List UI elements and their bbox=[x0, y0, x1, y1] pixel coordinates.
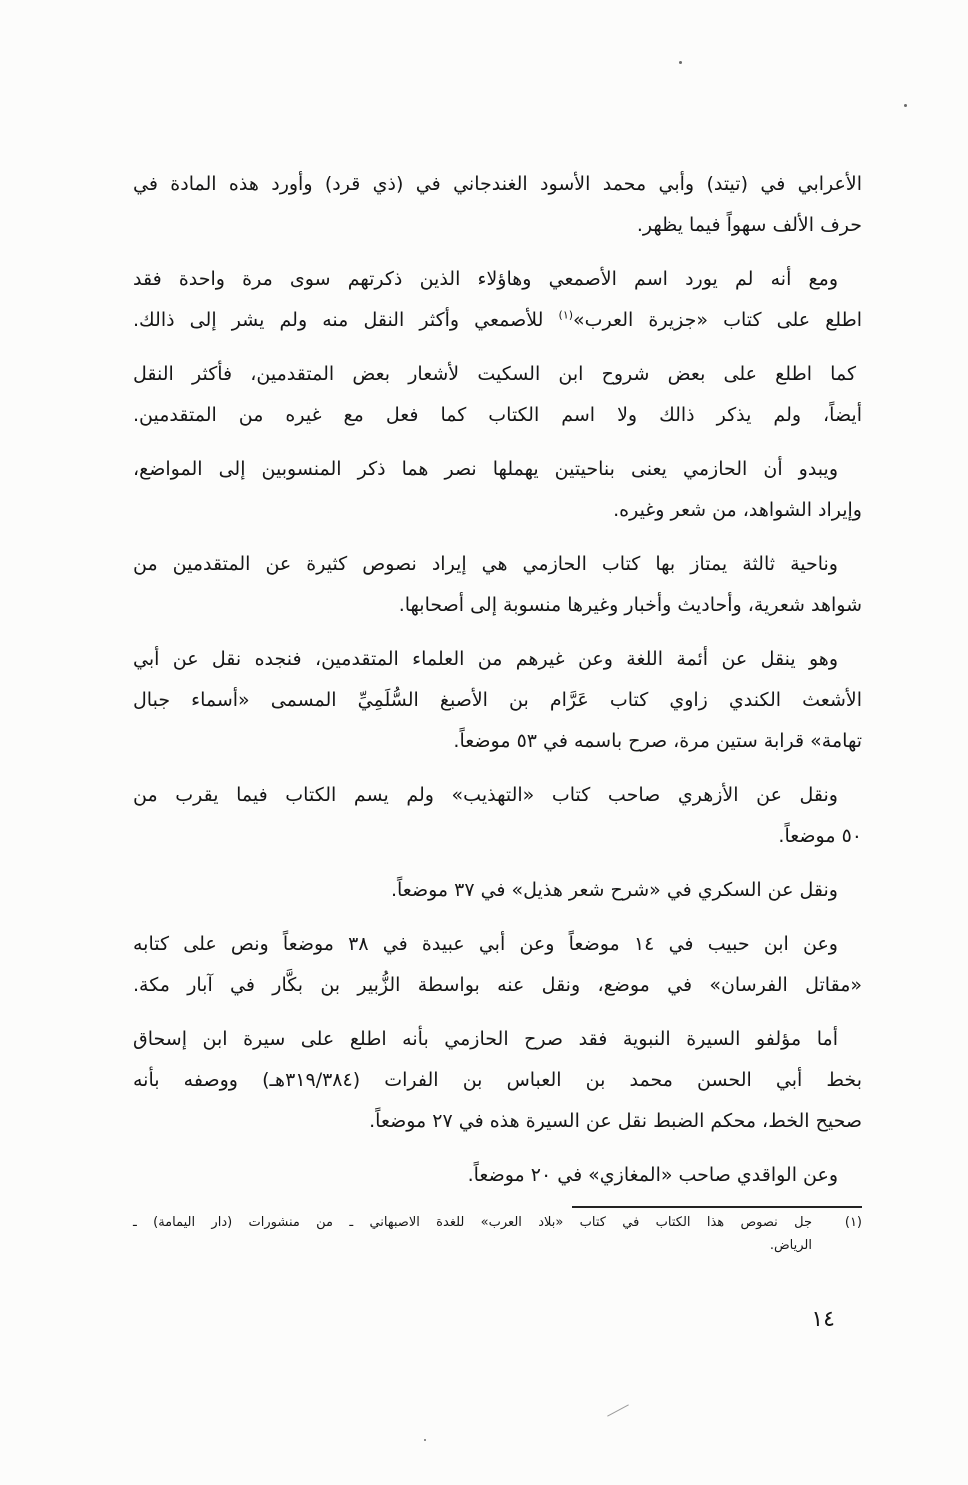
text-line: حرف الألف سهواً فيما يظهر. bbox=[636, 214, 862, 236]
text-line: ونقل عن السكري في «شرح شعر هذيل» في ٣٧ موضعاً. bbox=[390, 879, 838, 901]
paragraph bbox=[133, 544, 862, 626]
text-line: «مقاتل الفرسان» في موضع، ونقل عنه بواسطة الزُّبير بن بكَّار في آبار مكة. bbox=[133, 974, 862, 996]
paragraph bbox=[133, 639, 862, 762]
footnote-text bbox=[133, 1211, 812, 1257]
paragraph bbox=[133, 259, 862, 341]
text-line: وعن ابن حبيب في ١٤ موضعاً وعن أبي عبيدة في ٣٨ موضعاً ونص على كتابه bbox=[133, 933, 838, 955]
text-line: الأعرابي في (تيتد) وأبي محمد الأسود الغندجاني في (ذي قرد) وأورد هذه المادة في bbox=[133, 173, 862, 195]
text-line: ويبدو أن الحازمي يعنى بناحيتين يهملها نصر هما ذكر المنسوبين إلى المواضع، bbox=[133, 458, 838, 480]
text-segment: اطلع على كتاب «جزيرة العرب» bbox=[573, 309, 862, 331]
footnote-marker: (١) bbox=[844, 1215, 862, 1230]
text-line: كما اطلع على بعض شروح ابن السكيت لأشعار بعض المتقدمين، فأكثر النقل bbox=[133, 363, 856, 385]
text-line bbox=[133, 300, 862, 341]
footnote-line: جل نصوص هذا الكتاب في كتاب «بلاد العرب» للغدة الاصبهاني ـ من منشورات (دار اليمامة) ـ bbox=[133, 1215, 812, 1230]
paragraph bbox=[133, 924, 862, 1006]
paragraph bbox=[133, 1155, 862, 1196]
paragraph bbox=[133, 1019, 862, 1142]
text-line: أيضاً، ولم يذكر ذالك ولا اسم الكتاب كما فعل مع غيره من المتقدمين. bbox=[133, 404, 862, 426]
text-line: أما مؤلفو السيرة النبوية فقد صرح الحازمي بأنه اطلع على سيرة ابن إسحاق bbox=[133, 1028, 838, 1050]
text-line: شواهد شعرية، وأحاديث وأخبار وغيرها منسوبة إلى أصحابها. bbox=[398, 594, 862, 616]
scan-speck bbox=[679, 61, 682, 64]
text-line: ٥٠ موضعاً. bbox=[778, 825, 862, 847]
paragraph bbox=[133, 775, 862, 857]
paragraph bbox=[133, 870, 862, 911]
scan-speck bbox=[424, 1439, 426, 1441]
text-line: ونقل عن الأزهري صاحب كتاب «التهذيب» ولم يسم الكتاب فيما يقرب من bbox=[133, 784, 838, 806]
text-line: وهو ينقل عن أئمة اللغة وعن غيرهم من العلماء المتقدمين، فنجده نقل عن أبي bbox=[133, 648, 838, 670]
scan-speck bbox=[607, 1404, 629, 1416]
footnote-line: الرياض. bbox=[769, 1238, 812, 1253]
paragraph bbox=[133, 354, 862, 436]
footnote bbox=[133, 1211, 862, 1257]
text-line: وناحية ثالثة يمتاز بها كتاب الحازمي هي إيراد نصوص كثيرة عن المتقدمين من bbox=[133, 553, 838, 575]
text-line: ومع أنه لم يورد اسم الأصمعي وهاؤلاء الذين ذكرتهم سوى مرة واحدة فقد bbox=[133, 268, 838, 290]
paragraph bbox=[133, 449, 862, 531]
text-line: وإيراد الشواهد، من شعر وغيره. bbox=[613, 499, 862, 521]
footnote-separator bbox=[572, 1206, 862, 1208]
text-segment: للأصمعي وأكثر النقل منه ولم يشر إلى ذالك. bbox=[133, 309, 559, 331]
text-line: وعن الواقدي صاحب «المغازي» في ٢٠ موضعاً. bbox=[467, 1164, 838, 1186]
text-line: صحيح الخط، محكم الضبط نقل عن السيرة هذه في ٢٧ موضعاً. bbox=[369, 1110, 862, 1132]
text-line: بخط أبي الحسن محمد بن العباس بن الفرات (٣١٩/٣٨٤هـ) ووصفه بأنه bbox=[133, 1069, 862, 1091]
footnote-ref: (١) bbox=[558, 308, 574, 322]
page-number: ١٤ bbox=[811, 1307, 835, 1332]
text-line: تهامة» قرابة ستين مرة، صرح باسمه في ٥٣ موضعاً. bbox=[453, 730, 862, 752]
scan-speck bbox=[904, 104, 907, 107]
paragraph bbox=[133, 164, 862, 246]
body-text bbox=[133, 164, 862, 1209]
text-line: الأشعث الكندي زاوي كتاب عَرَّام بن الأصبغ السُّلَمِيِّ المسمى «أسماء جبال bbox=[133, 689, 862, 711]
